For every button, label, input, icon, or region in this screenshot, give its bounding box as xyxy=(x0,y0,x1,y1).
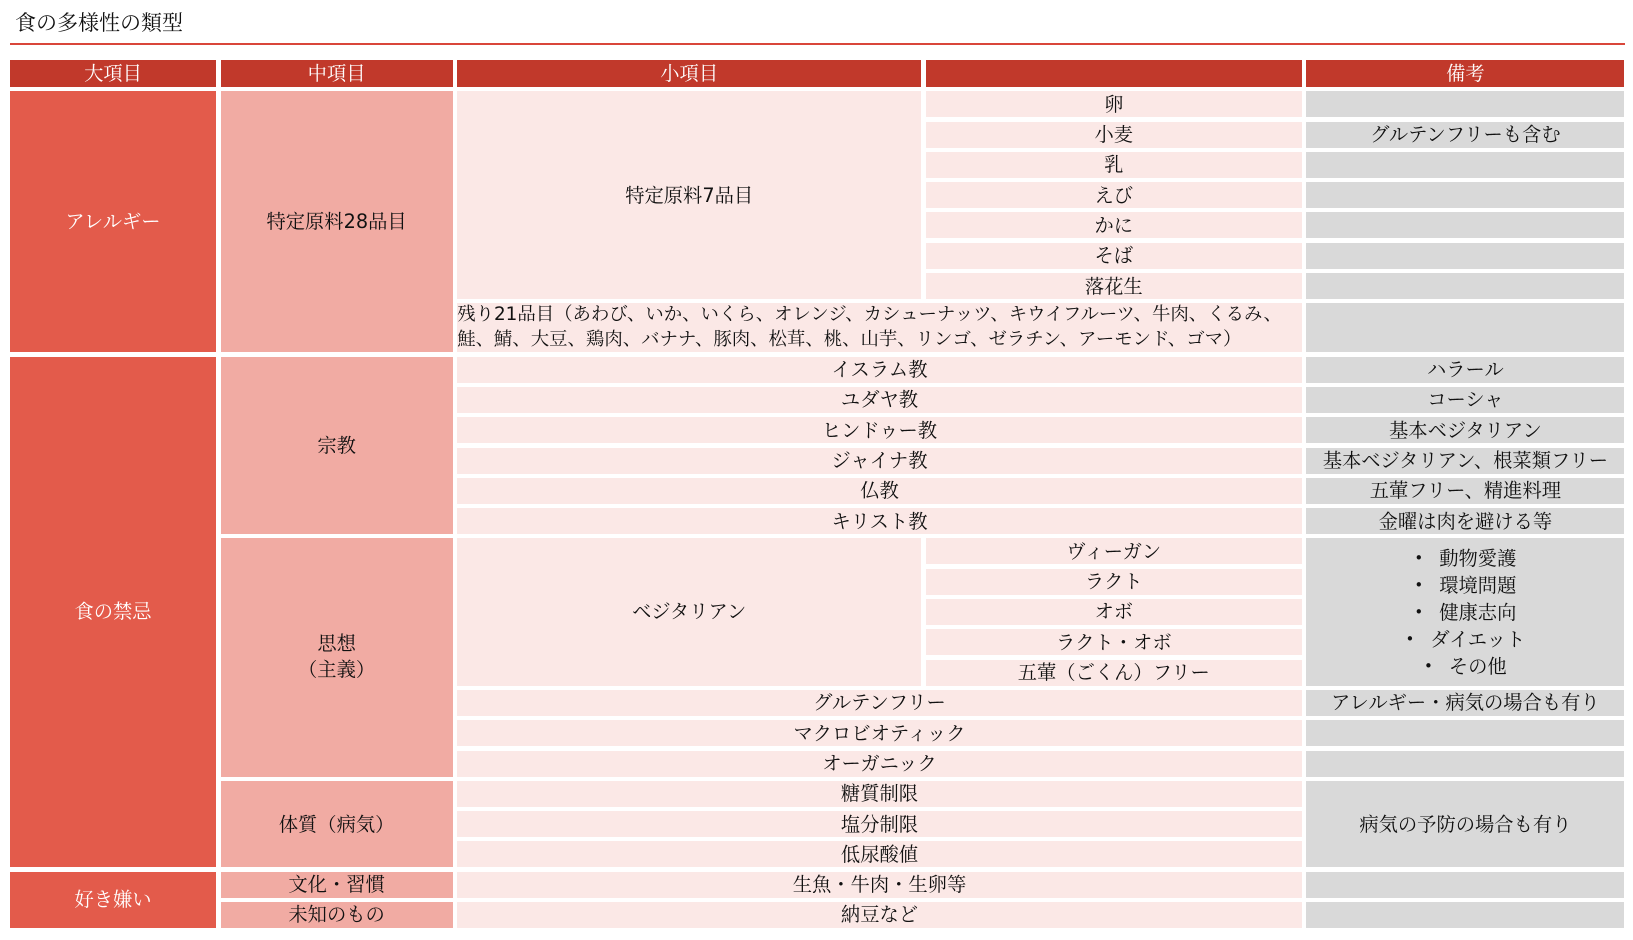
note-cell: 病気の予防の場合も有り xyxy=(1306,781,1624,868)
religion-item: ヒンドゥー教 xyxy=(457,417,1302,443)
note-cell: 金曜は肉を避ける等 xyxy=(1306,508,1624,534)
vegetarian-type: ラクト・オボ xyxy=(926,629,1302,655)
religion-item: ユダヤ教 xyxy=(457,387,1302,413)
ideology-item: マクロビオティック xyxy=(457,720,1302,746)
reason-list-item: • 動物愛護 xyxy=(1414,545,1516,572)
constitution-item: 低尿酸値 xyxy=(457,841,1302,867)
mid-category-specified-28: 特定原料28品目 xyxy=(221,91,453,352)
note-cell-empty xyxy=(1306,243,1624,269)
reason-list-item: • 健康志向 xyxy=(1414,599,1516,626)
vegetarian-type: 五葷（ごくん）フリー xyxy=(926,660,1302,686)
note-cell-empty xyxy=(1306,182,1624,208)
note-cell-empty xyxy=(1306,751,1624,777)
note-cell: 基本ベジタリアン xyxy=(1306,417,1624,443)
note-cell-empty xyxy=(1306,152,1624,178)
note-cell-empty xyxy=(1306,303,1624,352)
religion-item: イスラム教 xyxy=(457,357,1302,383)
vegetarian-type: ラクト xyxy=(926,569,1302,595)
mid-category-ideology xyxy=(221,538,453,776)
remaining-items-line: 残り21品目（あわび、いか、いくら、オレンジ、カシューナッツ、キウイフルーツ、牛肉、くるみ、 xyxy=(457,304,1282,326)
note-cell-empty xyxy=(1306,212,1624,238)
religion-item: ジャイナ教 xyxy=(457,448,1302,474)
note-cell: 基本ベジタリアン、根菜類フリー xyxy=(1306,448,1624,474)
constitution-item: 塩分制限 xyxy=(457,811,1302,837)
allergen-item: えび xyxy=(926,182,1302,208)
page-title: 食の多様性の類型 xyxy=(15,11,183,35)
vegetarian-type: ヴィーガン xyxy=(926,538,1302,564)
allergen-item: 落花生 xyxy=(926,273,1302,299)
note-cell: アレルギー・病気の場合も有り xyxy=(1306,690,1624,716)
mid-category-label-line: （主義） xyxy=(298,658,376,682)
mid-category-unknown: 未知のもの xyxy=(221,902,453,928)
header-sub-category: 小項目 xyxy=(457,60,921,87)
mid-category-religion: 宗教 xyxy=(221,357,453,534)
note-cell-empty xyxy=(1306,720,1624,746)
likes-item: 生魚・牛肉・生卵等 xyxy=(457,872,1302,898)
likes-item: 納豆など xyxy=(457,902,1302,928)
reason-list-item: • 環境問題 xyxy=(1414,572,1516,599)
header-note: 備考 xyxy=(1306,60,1624,87)
note-cell: ハラール xyxy=(1306,357,1624,383)
reason-list-item: • その他 xyxy=(1424,653,1507,680)
mid-category-label-line: 思想 xyxy=(317,632,356,656)
note-cell-empty xyxy=(1306,273,1624,299)
note-cell: コーシャ xyxy=(1306,387,1624,413)
ideology-item: グルテンフリー xyxy=(457,690,1302,716)
sub-category-vegetarian: ベジタリアン xyxy=(457,538,921,685)
mid-category-culture: 文化・習慣 xyxy=(221,872,453,898)
mid-category-constitution: 体質（病気） xyxy=(221,781,453,868)
allergen-item: そば xyxy=(926,243,1302,269)
food-diversity-table xyxy=(10,60,1624,928)
remaining-21-items xyxy=(457,303,1302,352)
allergen-item: 卵 xyxy=(926,91,1302,117)
constitution-item: 糖質制限 xyxy=(457,781,1302,807)
note-cell-empty xyxy=(1306,91,1624,117)
sub-category-specified-7: 特定原料7品目 xyxy=(457,91,921,299)
vegetarian-reasons-list xyxy=(1306,538,1624,685)
header-blank xyxy=(926,60,1302,87)
allergen-item: 乳 xyxy=(926,152,1302,178)
allergen-item: かに xyxy=(926,212,1302,238)
note-cell: グルテンフリーも含む xyxy=(1306,122,1624,148)
reason-list-item: • ダイエット xyxy=(1406,626,1526,653)
religion-item: 仏教 xyxy=(457,478,1302,504)
allergen-item: 小麦 xyxy=(926,122,1302,148)
note-cell: 五葷フリー、精進料理 xyxy=(1306,478,1624,504)
ideology-item: オーガニック xyxy=(457,751,1302,777)
religion-item: キリスト教 xyxy=(457,508,1302,534)
note-cell-empty xyxy=(1306,902,1624,928)
header-mid-category: 中項目 xyxy=(221,60,453,87)
major-category-allergy: アレルギー xyxy=(10,91,216,352)
major-category-likes: 好き嫌い xyxy=(10,872,216,928)
remaining-items-line: 鮭、鯖、大豆、鶏肉、バナナ、豚肉、松茸、桃、山芋、リンゴ、ゼラチン、アーモンド、ゴマ） xyxy=(457,328,1242,350)
major-category-taboo: 食の禁忌 xyxy=(10,357,216,868)
vegetarian-type: オボ xyxy=(926,599,1302,625)
title-underline xyxy=(10,43,1625,45)
note-cell-empty xyxy=(1306,872,1624,898)
header-major-category: 大項目 xyxy=(10,60,216,87)
